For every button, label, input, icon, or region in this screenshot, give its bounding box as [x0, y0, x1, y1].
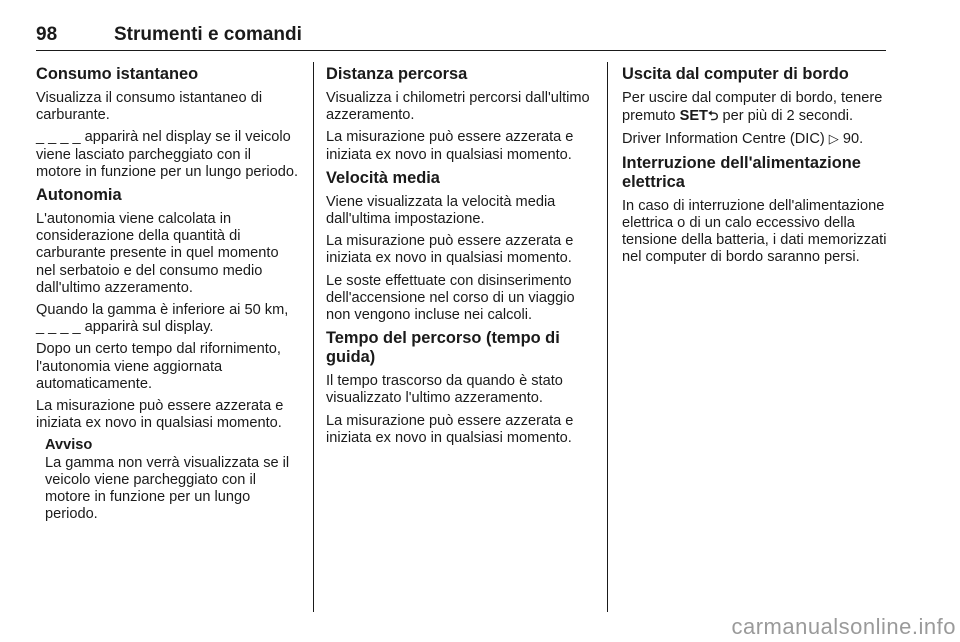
heading-uscita: Uscita dal computer di bordo — [622, 65, 849, 83]
paragraph: Visualizza i chilometri percorsi dall'ultimo azzeramento. — [326, 90, 590, 124]
paragraph: La misurazione può essere azzerata e iniziata ex novo in qualsiasi momento. — [36, 398, 284, 432]
note-text: La gamma non verrà visualizzata se il veicolo viene parcheggiato con il motore in funzione per un lungo periodo. — [45, 454, 290, 523]
watermark: carmanualsonline.info — [731, 614, 956, 639]
page-reference-icon: ▷ — [828, 131, 839, 147]
paragraph: Dopo un certo tempo dal rifornimento, l'autonomia viene aggiornata automaticamente. — [36, 341, 281, 392]
paragraph: La misurazione può essere azzerata e iniziata ex novo in qualsiasi momento. — [326, 412, 574, 446]
note-title: Avviso — [45, 437, 93, 454]
note-box — [45, 437, 299, 523]
cross-reference: Driver Information Centre (DIC) ▷ 90. — [622, 131, 864, 148]
paragraph: Viene visualizzata la velocità media dall'ultima impostazione. — [326, 193, 556, 228]
column-left — [36, 62, 299, 523]
paragraph: L'autonomia viene calcolata in considerazione della quantità di carburante presente in quel momento nel serbatoio e del consumo medio dall'ultimo azzeramento. — [36, 211, 279, 296]
paragraph: Per uscire dal computer di bordo, tenere premuto SET⮌ per più di 2 secondi. — [622, 90, 883, 125]
heading-autonomia: Autonomia — [36, 186, 122, 205]
paragraph: Quando la gamma è inferiore ai 50 km, _ _ _ _ apparirà sul display. — [36, 302, 289, 336]
set-key-label: SET — [679, 108, 708, 125]
column-right — [622, 62, 888, 271]
heading-velocita: Velocità media — [326, 168, 440, 187]
page-number: 98 — [36, 24, 58, 45]
column-divider-right — [607, 62, 608, 612]
paragraph: La misurazione può essere azzerata e iniziata ex novo in qualsiasi momento. — [326, 233, 574, 267]
chapter-title: Strumenti e comandi — [114, 24, 302, 45]
paragraph: Le soste effettuate con disinserimento dell'accensione nel corso di un viaggio non vengono incluse nei calcoli. — [326, 272, 575, 324]
paragraph: La misurazione può essere azzerata e iniziata ex novo in qualsiasi momento. — [326, 129, 574, 163]
heading-distanza: Distanza percorsa — [326, 65, 468, 83]
paragraph: _ _ _ _ apparirà nel display se il veicolo viene lasciato parcheggiato con il motore in funzione per un lungo periodo. — [36, 129, 299, 180]
back-arrow-icon: ⮌ — [707, 108, 719, 124]
page-header — [36, 24, 886, 51]
column-divider-left — [313, 62, 314, 612]
paragraph: Visualizza il consumo istantaneo di carburante. — [36, 90, 263, 124]
heading-consumo: Consumo istantaneo — [36, 65, 199, 83]
column-middle — [326, 62, 592, 452]
paragraph: In caso di interruzione dell'alimentazione elettrica o di un calo eccessivo della tensione della batteria, i dati memorizzati nel computer di bordo saranno persi. — [622, 197, 887, 266]
paragraph: Il tempo trascorso da quando è stato visualizzato l'ultimo azzeramento. — [326, 373, 563, 407]
heading-interruzione: Interruzione dell'alimentazione elettrica — [622, 153, 861, 191]
heading-tempo: Tempo del percorso (tempo di guida) — [326, 329, 560, 367]
